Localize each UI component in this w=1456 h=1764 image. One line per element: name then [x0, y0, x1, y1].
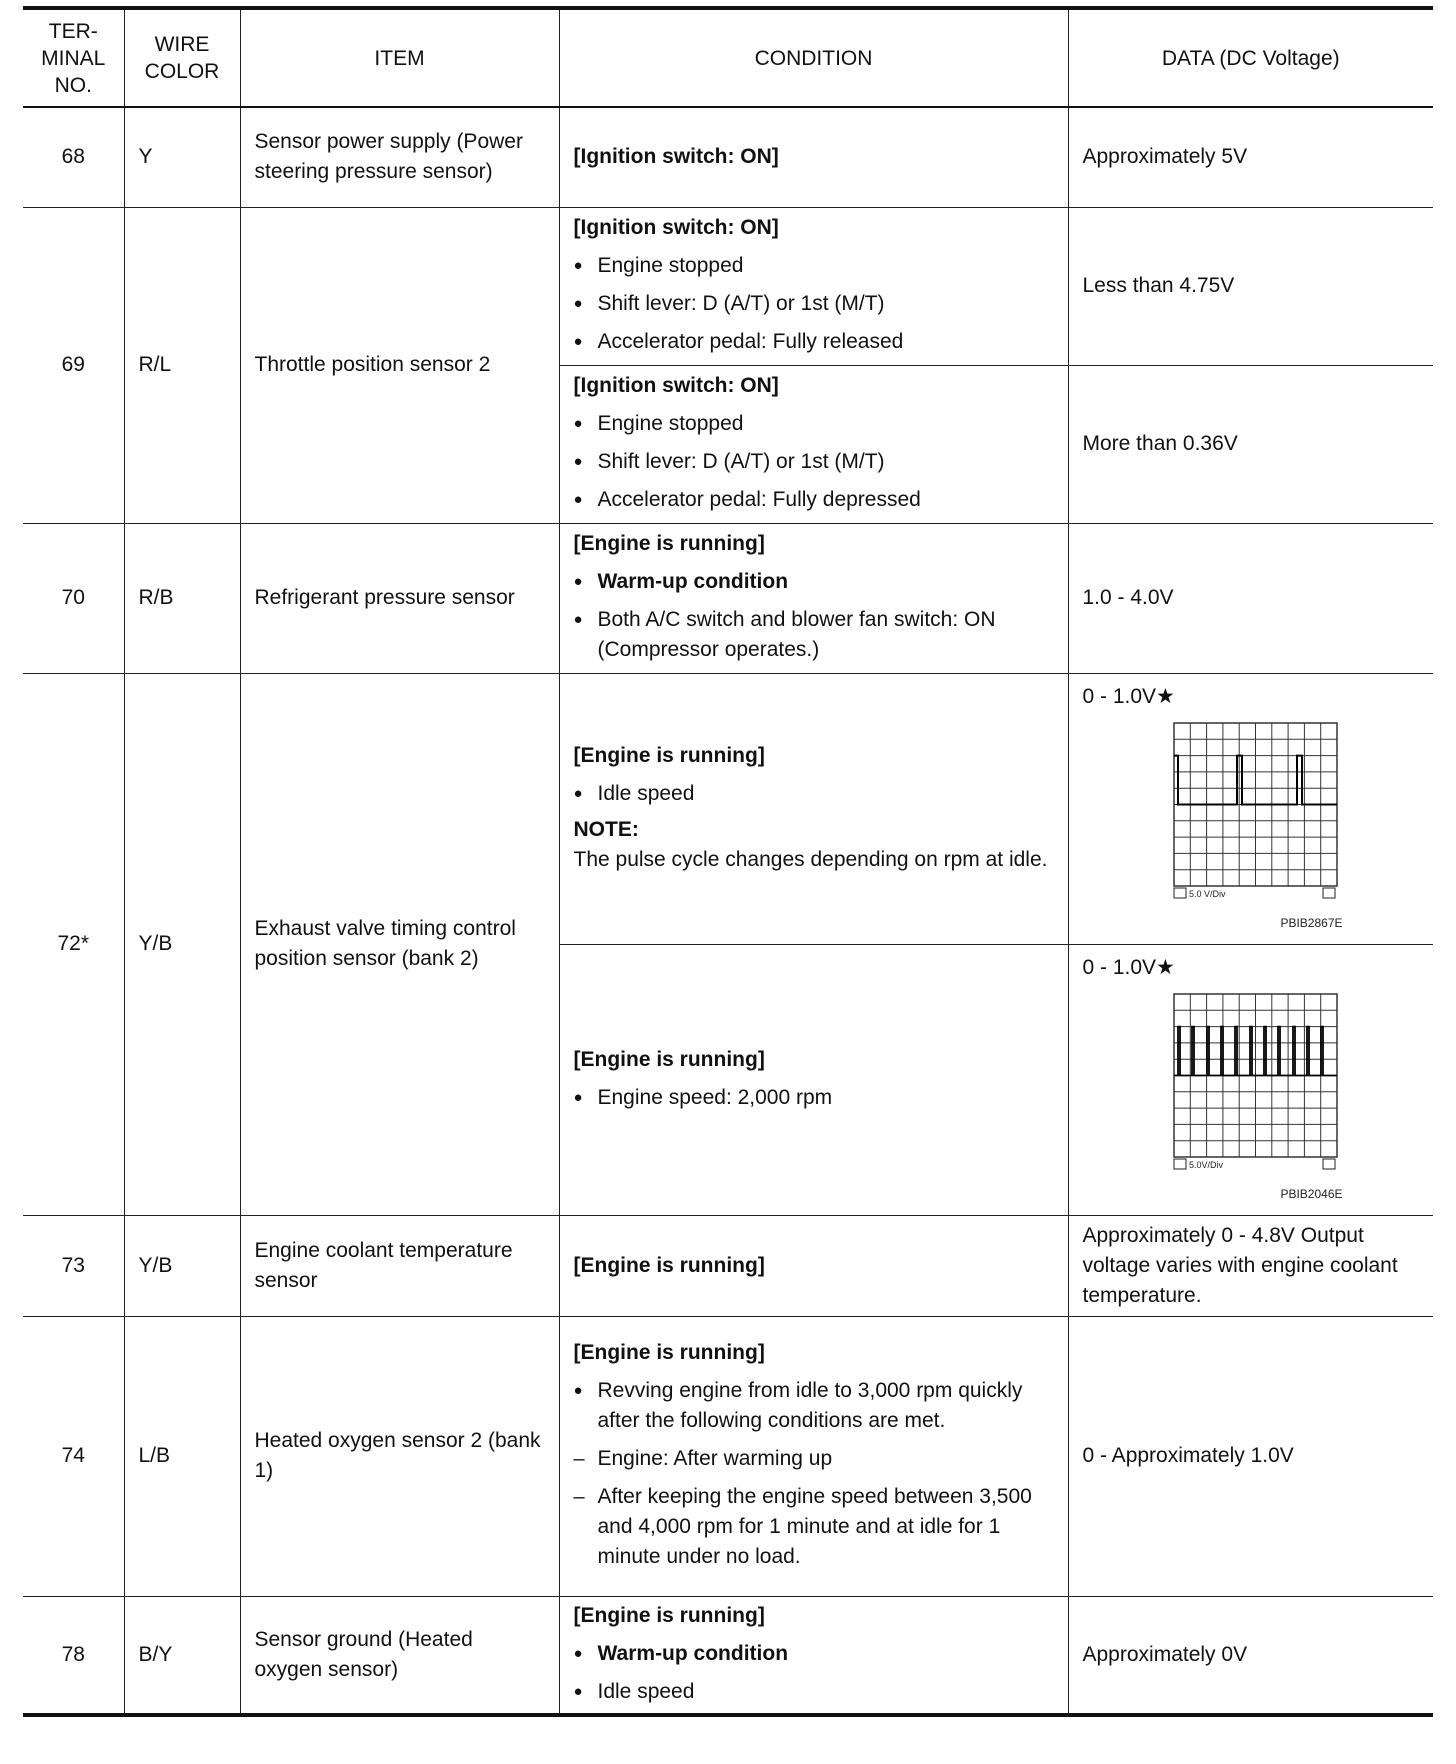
- condition-sub-item: – After keeping the engine speed between 3,500 and 4,000 rpm for 1 minute and at idle for 1 minute under no load.: [574, 1482, 1054, 1572]
- wire-color: L/B: [124, 1316, 240, 1596]
- condition-sub-item: – Engine: After warming up: [574, 1444, 1054, 1474]
- terminal-no: 72*: [23, 673, 124, 1215]
- table-row: [23, 207, 1433, 365]
- condition-lead: [Engine is running]: [573, 743, 765, 767]
- condition-bullet: ● Idle speed: [574, 779, 1054, 809]
- terminal-no: 78: [23, 1596, 124, 1715]
- wire-color: B/Y: [124, 1596, 240, 1715]
- condition-bullet: ● Engine speed: 2,000 rpm: [574, 1083, 1054, 1113]
- terminal-no: 70: [23, 523, 124, 673]
- terminal-data-table: [23, 6, 1433, 1717]
- scope-scale: 5.0 V/Div: [1188, 888, 1226, 899]
- terminal-no: 68: [23, 107, 124, 207]
- condition-bullet: ● Idle speed: [574, 1677, 1054, 1707]
- item: Engine coolant temperature sensor: [240, 1215, 559, 1316]
- table-row: [23, 1316, 1433, 1596]
- terminal-no: 74: [23, 1316, 124, 1596]
- note-heading: NOTE:: [573, 817, 639, 841]
- condition-bullet: ● Warm-up condition: [574, 1639, 1054, 1669]
- figure-code: PBIB2867E: [1280, 915, 1343, 930]
- item: Sensor power supply (Power steering pressure sensor): [240, 107, 559, 207]
- header-terminal: TER- MINAL NO.: [23, 8, 124, 107]
- condition: [559, 944, 1068, 1215]
- waveform-graphic: [1173, 722, 1343, 900]
- header-condition: CONDITION: [559, 8, 1068, 107]
- data-waveform: [1068, 944, 1433, 1215]
- condition-bullet: ● Accelerator pedal: Fully depressed: [574, 485, 1054, 515]
- condition-lead: [Ignition switch: ON]: [573, 216, 779, 239]
- wire-color: Y: [124, 107, 240, 207]
- data-value: Approximately 0V: [1068, 1596, 1433, 1715]
- oscilloscope-waveform-icon: [1173, 722, 1343, 930]
- condition: [559, 365, 1068, 523]
- oscilloscope-waveform-icon: [1173, 993, 1343, 1201]
- condition: [559, 207, 1068, 365]
- item: Heated oxygen sensor 2 (bank 1): [240, 1316, 559, 1596]
- condition-bullet: ● Accelerator pedal: Fully released: [574, 327, 1054, 357]
- data-value: 0 - 1.0V: [1082, 684, 1157, 708]
- condition-bullet: ● Shift lever: D (A/T) or 1st (M/T): [574, 289, 1054, 319]
- data-value: Less than 4.75V: [1068, 207, 1433, 365]
- condition: [559, 523, 1068, 673]
- header-data: DATA (DC Voltage): [1068, 8, 1433, 107]
- condition-lead: [Engine is running]: [573, 1047, 765, 1071]
- data-value: 0 - 1.0V: [1082, 955, 1157, 979]
- table-row: [23, 673, 1433, 944]
- item: Throttle position sensor 2: [240, 207, 559, 523]
- note-text: The pulse cycle changes depending on rpm at idle.: [573, 847, 1048, 871]
- condition: [559, 1316, 1068, 1596]
- condition-bullet: ● Shift lever: D (A/T) or 1st (M/T): [574, 447, 1054, 477]
- condition-bullet: ● Warm-up condition: [574, 567, 1054, 597]
- waveform-graphic: [1173, 993, 1343, 1171]
- item: Sensor ground (Heated oxygen sensor): [240, 1596, 559, 1715]
- terminal-no: 73: [23, 1215, 124, 1316]
- condition-lead: [Ignition switch: ON]: [559, 107, 1068, 207]
- condition-lead: [Engine is running]: [573, 532, 765, 555]
- header-row: [23, 8, 1433, 107]
- terminal-no: 69: [23, 207, 124, 523]
- table-row: [23, 1215, 1433, 1316]
- data-value: 1.0 - 4.0V: [1068, 523, 1433, 673]
- condition-lead: [Engine is running]: [573, 1603, 765, 1627]
- wire-color: Y/B: [124, 673, 240, 1215]
- star-icon: ★: [1156, 955, 1175, 979]
- condition: [559, 1596, 1068, 1715]
- header-item: ITEM: [240, 8, 559, 107]
- data-value: More than 0.36V: [1068, 365, 1433, 523]
- condition: [559, 673, 1068, 944]
- data-value: 0 - Approximately 1.0V: [1068, 1316, 1433, 1596]
- condition-lead: [Engine is running]: [559, 1215, 1068, 1316]
- condition-bullet: ● Revving engine from idle to 3,000 rpm quickly after the following conditions are met.: [574, 1376, 1054, 1436]
- table-row: [23, 1596, 1433, 1715]
- condition-bullet: ● Both A/C switch and blower fan switch: ON (Compressor operates.): [574, 605, 1054, 665]
- wire-color: R/B: [124, 523, 240, 673]
- condition-bullet: ● Engine stopped: [574, 251, 1054, 281]
- condition-bullet: ● Engine stopped: [574, 409, 1054, 439]
- figure-code: PBIB2046E: [1280, 1186, 1343, 1201]
- table-row: [23, 107, 1433, 207]
- wire-color: R/L: [124, 207, 240, 523]
- condition-lead: [Engine is running]: [573, 1341, 765, 1364]
- condition-lead: [Ignition switch: ON]: [573, 374, 779, 397]
- scope-scale: 5.0V/Div: [1188, 1159, 1223, 1170]
- data-value: Approximately 5V: [1068, 107, 1433, 207]
- data-waveform: [1068, 673, 1433, 944]
- wire-color: Y/B: [124, 1215, 240, 1316]
- table-row: [23, 523, 1433, 673]
- item: Exhaust valve timing control position sensor (bank 2): [240, 673, 559, 1215]
- data-value: Approximately 0 - 4.8V Output voltage varies with engine coolant temperature.: [1068, 1215, 1433, 1316]
- star-icon: ★: [1156, 684, 1175, 708]
- item: Refrigerant pressure sensor: [240, 523, 559, 673]
- header-wire-color: WIRE COLOR: [124, 8, 240, 107]
